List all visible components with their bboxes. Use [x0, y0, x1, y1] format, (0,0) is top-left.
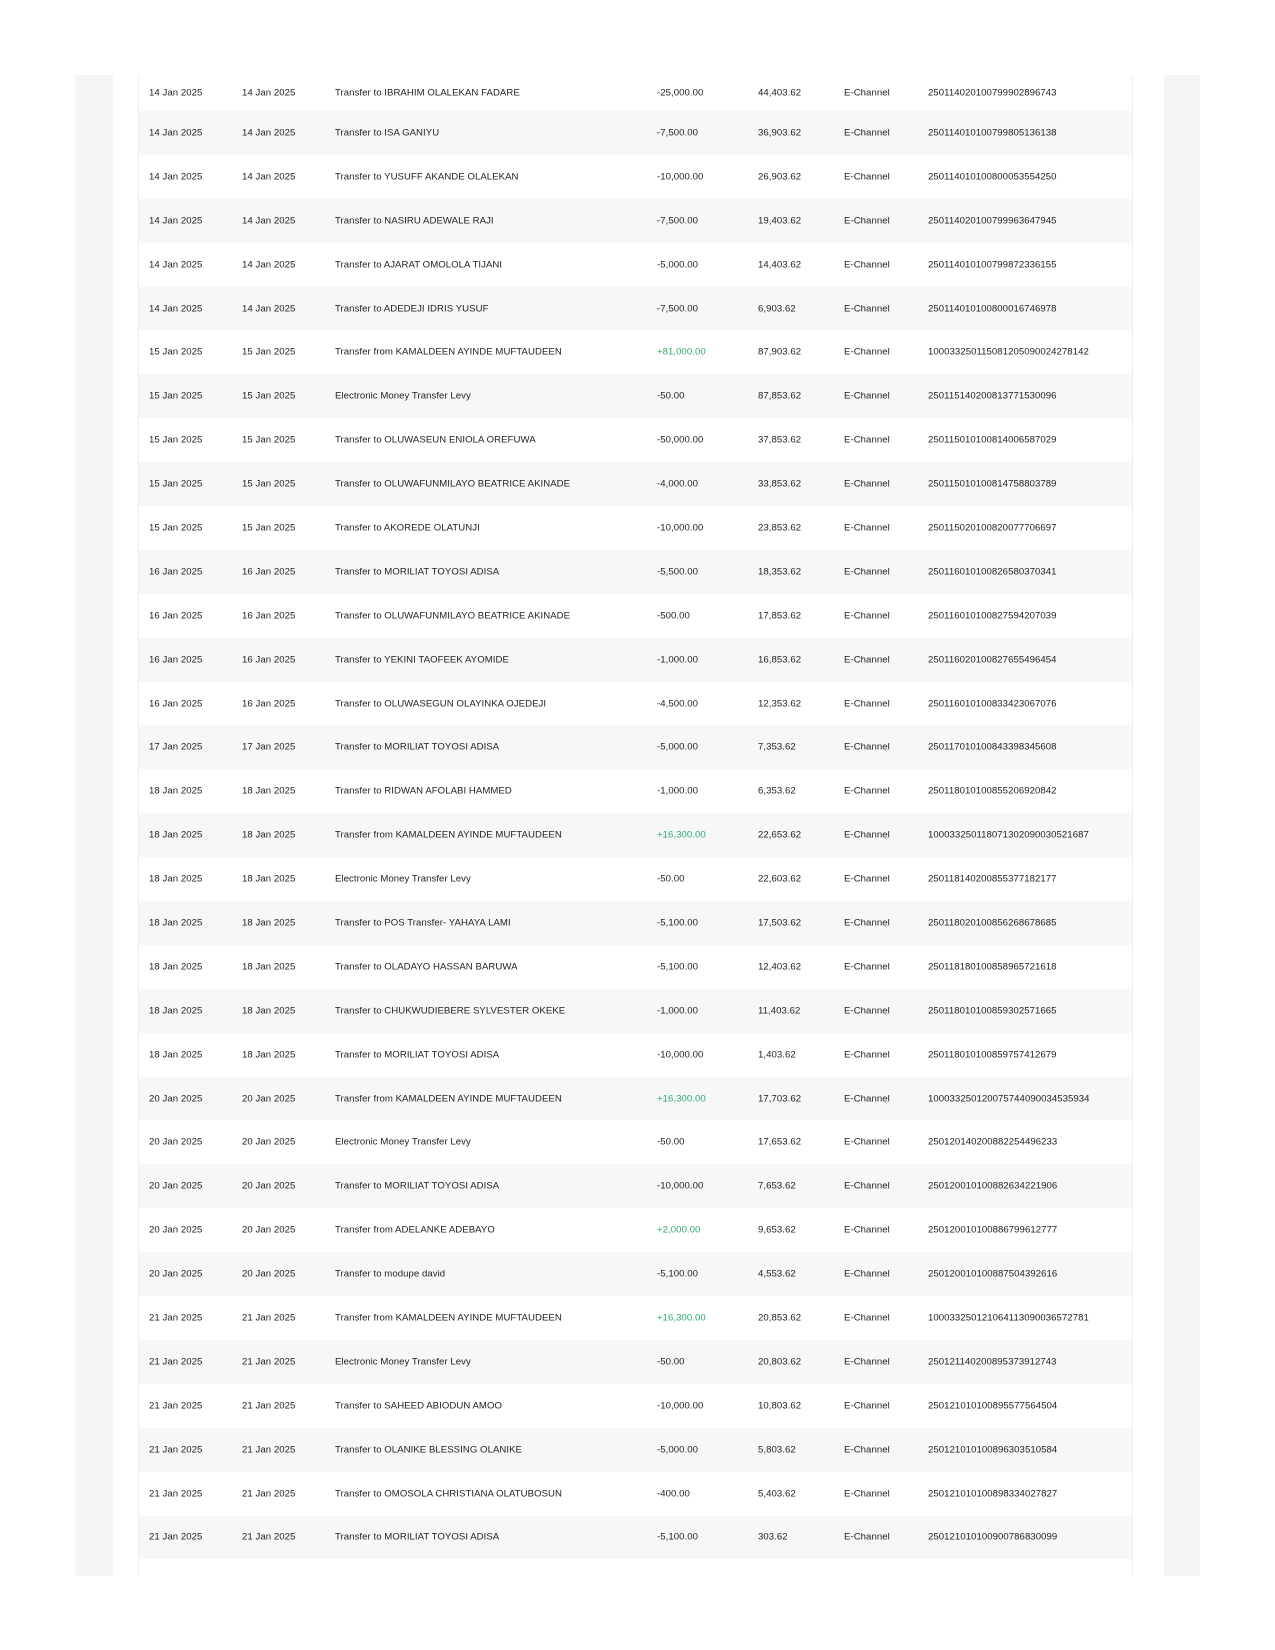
value-date: 15 Jan 2025 [242, 390, 296, 402]
transaction-amount: -5,100.00 [657, 1268, 698, 1280]
transaction-date: 15 Jan 2025 [149, 390, 203, 402]
table-row [139, 1340, 1132, 1384]
transaction-amount: -1,000.00 [657, 654, 698, 666]
transaction-description: Transfer from KAMALDEEN AYINDE MUFTAUDEEN [335, 1312, 562, 1324]
table-row [139, 725, 1132, 769]
transaction-reference: 250114010100800016746978 [928, 303, 1057, 314]
transaction-description: Transfer to MORILIAT TOYOSI ADISA [335, 1531, 500, 1543]
running-balance: 17,653.62 [758, 1136, 802, 1148]
transaction-date: 20 Jan 2025 [149, 1093, 203, 1105]
transaction-amount: -5,500.00 [657, 566, 698, 578]
transaction-description: Electronic Money Transfer Levy [335, 1136, 471, 1148]
table-row [139, 1077, 1132, 1121]
transaction-date: 14 Jan 2025 [149, 127, 203, 139]
transaction-amount: -10,000.00 [657, 171, 704, 183]
transaction-channel: E-Channel [844, 610, 890, 622]
transaction-date: 14 Jan 2025 [149, 303, 203, 314]
transaction-reference: 250114020100799902896743 [928, 87, 1057, 99]
table-row [139, 1296, 1132, 1340]
transaction-channel: E-Channel [844, 961, 890, 973]
transaction-description: Transfer to ADEDEJI IDRIS YUSUF [335, 303, 489, 314]
transaction-description: Transfer to ISA GANIYU [335, 127, 440, 139]
value-date: 15 Jan 2025 [242, 522, 296, 534]
transaction-date: 17 Jan 2025 [149, 741, 203, 753]
transaction-date: 21 Jan 2025 [149, 1312, 203, 1324]
transaction-channel: E-Channel [844, 346, 890, 358]
running-balance: 37,853.62 [758, 434, 802, 446]
transaction-date: 18 Jan 2025 [149, 917, 203, 929]
transaction-description: Electronic Money Transfer Levy [335, 390, 471, 402]
table-row [139, 1252, 1132, 1296]
transaction-amount: -4,500.00 [657, 698, 698, 710]
running-balance: 20,853.62 [758, 1312, 802, 1324]
transaction-channel: E-Channel [844, 873, 890, 885]
table-row [139, 418, 1132, 462]
transaction-reference: 250121010100900786830099 [928, 1531, 1058, 1543]
transaction-amount: -4,000.00 [657, 478, 698, 490]
transaction-channel: E-Channel [844, 390, 890, 402]
transaction-amount: +81,000.00 [657, 346, 706, 358]
transaction-amount: -10,000.00 [657, 1400, 704, 1412]
table-row [139, 1428, 1132, 1472]
table-row [139, 638, 1132, 682]
transaction-date: 18 Jan 2025 [149, 873, 203, 885]
transaction-reference: 250114010100799805136138 [928, 127, 1057, 139]
running-balance: 303.62 [758, 1531, 788, 1543]
transaction-amount: -50,000.00 [657, 434, 704, 446]
transaction-reference: 250116010100826580370341 [928, 566, 1057, 578]
transaction-reference: 250115020100820077706697 [928, 522, 1057, 534]
value-date: 21 Jan 2025 [242, 1488, 296, 1500]
value-date: 20 Jan 2025 [242, 1224, 296, 1236]
table-row [139, 901, 1132, 945]
running-balance: 87,853.62 [758, 390, 802, 402]
transaction-amount: +16,300.00 [657, 829, 706, 841]
value-date: 18 Jan 2025 [242, 873, 296, 885]
transaction-date: 16 Jan 2025 [149, 566, 203, 578]
table-row [139, 1033, 1132, 1077]
transaction-reference: 250121140200895373912743 [928, 1356, 1057, 1368]
transaction-amount: -10,000.00 [657, 1049, 704, 1061]
transaction-amount: -50.00 [657, 390, 685, 402]
transaction-reference: 250118180100858965721618 [928, 961, 1057, 973]
value-date: 16 Jan 2025 [242, 698, 296, 710]
running-balance: 5,803.62 [758, 1444, 796, 1456]
transaction-channel: E-Channel [844, 1049, 890, 1061]
transaction-description: Transfer to RIDWAN AFOLABI HAMMED [335, 785, 512, 797]
transaction-amount: -7,500.00 [657, 303, 698, 314]
transaction-channel: E-Channel [844, 1136, 890, 1148]
transaction-date: 15 Jan 2025 [149, 434, 203, 446]
value-date: 15 Jan 2025 [242, 434, 296, 446]
transaction-reference: 250118140200855377182177 [928, 873, 1057, 885]
table-row [139, 1208, 1132, 1252]
value-date: 21 Jan 2025 [242, 1444, 296, 1456]
running-balance: 33,853.62 [758, 478, 802, 490]
transaction-date: 18 Jan 2025 [149, 961, 203, 973]
transaction-amount: -5,000.00 [657, 259, 698, 271]
transaction-amount: -25,000.00 [657, 87, 704, 99]
transaction-channel: E-Channel [844, 127, 890, 139]
transaction-amount: -1,000.00 [657, 1005, 698, 1017]
running-balance: 4,553.62 [758, 1268, 796, 1280]
value-date: 15 Jan 2025 [242, 478, 296, 490]
transaction-amount: +2,000.00 [657, 1224, 701, 1236]
transaction-reference: 250120010100886799612777 [928, 1224, 1058, 1236]
table-row [139, 199, 1132, 243]
transaction-reference: 250115010100814006587029 [928, 434, 1057, 446]
running-balance: 6,353.62 [758, 785, 796, 797]
table-row [139, 989, 1132, 1033]
transaction-channel: E-Channel [844, 1093, 890, 1105]
transaction-date: 15 Jan 2025 [149, 522, 203, 534]
transaction-description: Electronic Money Transfer Levy [335, 873, 471, 885]
transaction-description: Electronic Money Transfer Levy [335, 1356, 471, 1368]
transaction-amount: -5,100.00 [657, 917, 698, 929]
transaction-description: Transfer to AKOREDE OLATUNJI [335, 522, 480, 534]
transaction-reference: 100033250115081205090024278142 [928, 346, 1089, 358]
table-row [139, 594, 1132, 638]
transaction-description: Transfer to MORILIAT TOYOSI ADISA [335, 1049, 500, 1061]
running-balance: 22,603.62 [758, 873, 802, 885]
transaction-description: Transfer to NASIRU ADEWALE RAJI [335, 215, 494, 227]
transaction-description: Transfer to OLUWASEGUN OLAYINKA OJEDEJI [335, 698, 547, 710]
transaction-channel: E-Channel [844, 1268, 890, 1280]
transaction-date: 16 Jan 2025 [149, 610, 203, 622]
transaction-amount: -5,100.00 [657, 961, 698, 973]
value-date: 21 Jan 2025 [242, 1356, 296, 1368]
transaction-channel: E-Channel [844, 1224, 890, 1236]
transaction-date: 14 Jan 2025 [149, 87, 203, 99]
value-date: 14 Jan 2025 [242, 215, 296, 227]
table-row [139, 682, 1132, 726]
running-balance: 19,403.62 [758, 215, 802, 227]
transaction-channel: E-Channel [844, 522, 890, 534]
transaction-reference: 250117010100843398345608 [928, 741, 1057, 753]
value-date: 14 Jan 2025 [242, 127, 296, 139]
transaction-channel: E-Channel [844, 698, 890, 710]
value-date: 18 Jan 2025 [242, 1005, 296, 1017]
transaction-reference: 100033250121064113090036572781 [928, 1312, 1089, 1324]
value-date: 16 Jan 2025 [242, 654, 296, 666]
transaction-reference: 250121010100896303510584 [928, 1444, 1058, 1456]
transaction-description: Transfer to MORILIAT TOYOSI ADISA [335, 741, 500, 753]
running-balance: 7,353.62 [758, 741, 796, 753]
transaction-channel: E-Channel [844, 654, 890, 666]
running-balance: 7,653.62 [758, 1180, 796, 1192]
value-date: 20 Jan 2025 [242, 1268, 296, 1280]
table-row [139, 1384, 1132, 1428]
transaction-description: Transfer to OLUWAFUNMILAYO BEATRICE AKINADE [335, 478, 571, 490]
value-date: 20 Jan 2025 [242, 1180, 296, 1192]
running-balance: 6,903.62 [758, 303, 796, 314]
running-balance: 12,403.62 [758, 961, 802, 973]
running-balance: 26,903.62 [758, 171, 802, 183]
transaction-reference: 250118010100855206920842 [928, 785, 1057, 797]
transaction-date: 21 Jan 2025 [149, 1400, 203, 1412]
transaction-reference: 250121010100898334027827 [928, 1488, 1058, 1500]
transaction-reference: 250116020100827655496454 [928, 654, 1057, 666]
transaction-reference: 250115140200813771530096 [928, 390, 1057, 402]
table-row [139, 462, 1132, 506]
transaction-date: 20 Jan 2025 [149, 1268, 203, 1280]
transaction-amount: +16,300.00 [657, 1093, 706, 1105]
transaction-description: Transfer to MORILIAT TOYOSI ADISA [335, 1180, 500, 1192]
table-row [139, 1516, 1132, 1560]
value-date: 18 Jan 2025 [242, 785, 296, 797]
table-row [139, 330, 1132, 374]
transaction-date: 14 Jan 2025 [149, 215, 203, 227]
transaction-description: Transfer to SAHEED ABIODUN AMOO [335, 1400, 502, 1412]
transaction-amount: -10,000.00 [657, 522, 704, 534]
running-balance: 12,353.62 [758, 698, 802, 710]
transaction-amount: -5,000.00 [657, 741, 698, 753]
transaction-channel: E-Channel [844, 434, 890, 446]
transaction-channel: E-Channel [844, 171, 890, 183]
running-balance: 10,803.62 [758, 1400, 802, 1412]
value-date: 14 Jan 2025 [242, 171, 296, 183]
transaction-channel: E-Channel [844, 566, 890, 578]
transaction-channel: E-Channel [844, 785, 890, 797]
transaction-description: Transfer to YUSUFF AKANDE OLALEKAN [335, 171, 519, 183]
transaction-date: 14 Jan 2025 [149, 259, 203, 271]
transaction-amount: -5,100.00 [657, 1531, 698, 1543]
running-balance: 87,903.62 [758, 346, 802, 358]
transaction-date: 16 Jan 2025 [149, 654, 203, 666]
transaction-channel: E-Channel [844, 1180, 890, 1192]
transaction-date: 20 Jan 2025 [149, 1136, 203, 1148]
transaction-channel: E-Channel [844, 259, 890, 271]
transaction-reference: 100033250118071302090030521687 [928, 829, 1089, 841]
statement-page [138, 75, 1133, 1576]
transaction-date: 18 Jan 2025 [149, 1005, 203, 1017]
transaction-amount: -1,000.00 [657, 785, 698, 797]
value-date: 21 Jan 2025 [242, 1312, 296, 1324]
table-row [139, 287, 1132, 331]
transaction-amount: +16,300.00 [657, 1312, 706, 1324]
transaction-description: Transfer to OMOSOLA CHRISTIANA OLATUBOSUN [335, 1488, 563, 1500]
running-balance: 11,403.62 [758, 1005, 801, 1017]
transaction-reference: 250120140200882254496233 [928, 1136, 1058, 1148]
transaction-amount: -400.00 [657, 1488, 690, 1500]
transaction-description: Transfer to OLADAYO HASSAN BARUWA [335, 961, 518, 973]
transactions-table [139, 75, 1132, 1559]
transaction-description: Transfer from ADELANKE ADEBAYO [335, 1224, 495, 1236]
transaction-description: Transfer to POS Transfer- YAHAYA LAMI [335, 917, 511, 929]
table-row [139, 506, 1132, 550]
value-date: 14 Jan 2025 [242, 303, 296, 314]
table-row [139, 243, 1132, 287]
transaction-date: 21 Jan 2025 [149, 1488, 203, 1500]
transaction-reference: 250120010100882634221906 [928, 1180, 1058, 1192]
transaction-description: Transfer to CHUKWUDIEBERE SYLVESTER OKEKE [335, 1005, 566, 1017]
running-balance: 1,403.62 [758, 1049, 796, 1061]
value-date: 14 Jan 2025 [242, 87, 296, 99]
value-date: 18 Jan 2025 [242, 961, 296, 973]
transaction-description: Transfer from KAMALDEEN AYINDE MUFTAUDEEN [335, 346, 562, 358]
value-date: 17 Jan 2025 [242, 741, 296, 753]
value-date: 18 Jan 2025 [242, 829, 296, 841]
table-row [139, 374, 1132, 418]
transaction-reference: 250116010100833423067076 [928, 698, 1057, 710]
transaction-amount: -7,500.00 [657, 127, 698, 139]
transaction-amount: -50.00 [657, 873, 685, 885]
value-date: 15 Jan 2025 [242, 346, 296, 358]
transaction-channel: E-Channel [844, 215, 890, 227]
transaction-description: Transfer to YEKINI TAOFEEK AYOMIDE [335, 654, 509, 666]
value-date: 14 Jan 2025 [242, 259, 296, 271]
table-row [139, 769, 1132, 813]
transaction-reference: 250114010100799872336155 [928, 259, 1057, 271]
transaction-description: Transfer from KAMALDEEN AYINDE MUFTAUDEEN [335, 829, 562, 841]
running-balance: 20,803.62 [758, 1356, 802, 1368]
table-row [139, 1472, 1132, 1516]
transaction-date: 20 Jan 2025 [149, 1180, 203, 1192]
transaction-reference: 250114010100800053554250 [928, 171, 1057, 183]
transaction-channel: E-Channel [844, 1531, 890, 1543]
transaction-reference: 250118010100859757412679 [928, 1049, 1057, 1061]
value-date: 18 Jan 2025 [242, 1049, 296, 1061]
transaction-date: 21 Jan 2025 [149, 1444, 203, 1456]
transaction-amount: -10,000.00 [657, 1180, 704, 1192]
running-balance: 36,903.62 [758, 127, 802, 139]
running-balance: 9,653.62 [758, 1224, 796, 1236]
running-balance: 22,653.62 [758, 829, 802, 841]
table-row [139, 111, 1132, 155]
transaction-date: 18 Jan 2025 [149, 829, 203, 841]
transaction-date: 21 Jan 2025 [149, 1531, 203, 1543]
transaction-amount: -7,500.00 [657, 215, 698, 227]
transaction-reference: 250118020100856268678685 [928, 917, 1057, 929]
transaction-description: Transfer to OLANIKE BLESSING OLANIKE [335, 1444, 522, 1456]
left-margin-band [75, 75, 113, 1576]
table-row [139, 155, 1132, 199]
transaction-amount: -5,000.00 [657, 1444, 698, 1456]
table-row [139, 857, 1132, 901]
transaction-description: Transfer to AJARAT OMOLOLA TIJANI [335, 259, 503, 271]
transaction-channel: E-Channel [844, 917, 890, 929]
transaction-description: Transfer to modupe david [335, 1268, 446, 1280]
transaction-amount: -50.00 [657, 1356, 685, 1368]
transaction-description: Transfer to OLUWASEUN ENIOLA OREFUWA [335, 434, 536, 446]
transaction-date: 18 Jan 2025 [149, 1049, 203, 1061]
transaction-date: 21 Jan 2025 [149, 1356, 203, 1368]
transaction-reference: 250121010100895577564504 [928, 1400, 1058, 1412]
transaction-description: Transfer from KAMALDEEN AYINDE MUFTAUDEEN [335, 1093, 562, 1105]
transaction-date: 14 Jan 2025 [149, 171, 203, 183]
running-balance: 17,703.62 [758, 1093, 802, 1105]
running-balance: 23,853.62 [758, 522, 802, 534]
transaction-channel: E-Channel [844, 1356, 890, 1368]
table-row [139, 813, 1132, 857]
running-balance: 17,503.62 [758, 917, 802, 929]
transaction-reference: 250115010100814758803789 [928, 478, 1057, 490]
table-row [139, 945, 1132, 989]
transaction-date: 15 Jan 2025 [149, 346, 203, 358]
table-row [139, 1164, 1132, 1208]
running-balance: 5,403.62 [758, 1488, 796, 1500]
transaction-reference: 100033250120075744090034535934 [928, 1093, 1090, 1105]
right-margin-band [1164, 75, 1200, 1576]
transaction-date: 18 Jan 2025 [149, 785, 203, 797]
table-row [139, 550, 1132, 594]
transaction-date: 16 Jan 2025 [149, 698, 203, 710]
transaction-channel: E-Channel [844, 1444, 890, 1456]
transaction-channel: E-Channel [844, 1400, 890, 1412]
running-balance: 14,403.62 [758, 259, 802, 271]
transaction-channel: E-Channel [844, 87, 890, 99]
transaction-channel: E-Channel [844, 741, 890, 753]
table-row [139, 75, 1132, 111]
transaction-channel: E-Channel [844, 303, 890, 314]
transaction-reference: 250116010100827594207039 [928, 610, 1057, 622]
running-balance: 44,403.62 [758, 87, 802, 99]
running-balance: 17,853.62 [758, 610, 802, 622]
transaction-description: Transfer to MORILIAT TOYOSI ADISA [335, 566, 500, 578]
value-date: 16 Jan 2025 [242, 566, 296, 578]
value-date: 21 Jan 2025 [242, 1400, 296, 1412]
value-date: 20 Jan 2025 [242, 1136, 296, 1148]
transaction-date: 20 Jan 2025 [149, 1224, 203, 1236]
transaction-reference: 250114020100799963647945 [928, 215, 1057, 227]
running-balance: 16,853.62 [758, 654, 802, 666]
transaction-channel: E-Channel [844, 829, 890, 841]
running-balance: 18,353.62 [758, 566, 802, 578]
transaction-reference: 250120010100887504392616 [928, 1268, 1058, 1280]
value-date: 16 Jan 2025 [242, 610, 296, 622]
transaction-reference: 250118010100859302571665 [928, 1005, 1057, 1017]
transaction-channel: E-Channel [844, 1005, 890, 1017]
table-row [139, 1120, 1132, 1164]
transaction-description: Transfer to OLUWAFUNMILAYO BEATRICE AKINADE [335, 610, 571, 622]
transaction-channel: E-Channel [844, 1488, 890, 1500]
transaction-channel: E-Channel [844, 1312, 890, 1324]
transaction-amount: -50.00 [657, 1136, 685, 1148]
transaction-date: 15 Jan 2025 [149, 478, 203, 490]
transaction-description: Transfer to IBRAHIM OLALEKAN FADARE [335, 87, 520, 99]
value-date: 20 Jan 2025 [242, 1093, 296, 1105]
value-date: 18 Jan 2025 [242, 917, 296, 929]
transaction-channel: E-Channel [844, 478, 890, 490]
value-date: 21 Jan 2025 [242, 1531, 296, 1543]
transaction-amount: -500.00 [657, 610, 690, 622]
